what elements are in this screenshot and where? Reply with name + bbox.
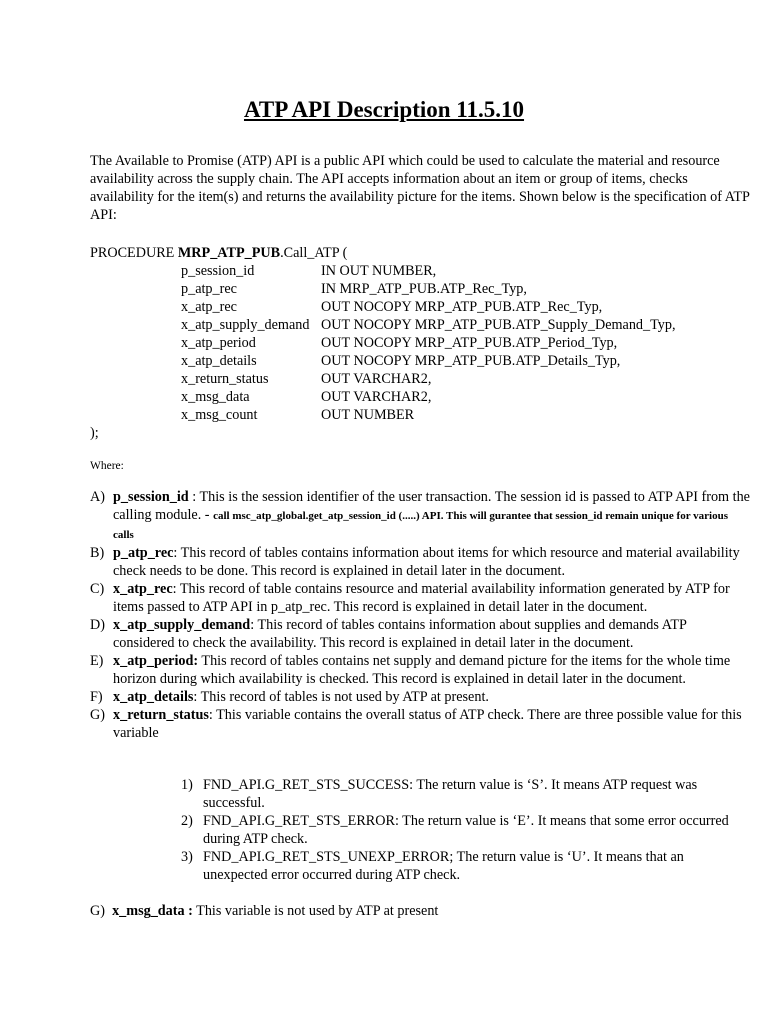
list-item [90,580,750,616]
where-label: Where: [90,460,124,472]
list-item [181,776,741,812]
status-description: FND_API.G_RET_STS_UNEXP_ERROR; The return value is ‘U’. It means that an unexpected error occurred during ATP check. [203,849,684,883]
term-separator: : [193,689,201,705]
parameter-name: p_session_id [181,263,255,279]
parameter-type: IN MRP_ATP_PUB.ATP_Rec_Typ, [321,281,527,297]
procedure-keyword: PROCEDURE [90,245,178,261]
parameter-name: x_msg_data [181,389,250,405]
parameter-name: x_return_status [181,371,269,387]
parameter-name: x_atp_rec [181,299,237,315]
list-item [90,652,750,688]
list-letter: D) [90,617,105,633]
procedure-signature [90,244,750,262]
param-term: x_return_status [113,707,209,723]
list-item [90,616,750,652]
intro-paragraph: The Available to Promise (ATP) API is a public API which could be used to calculate the material and resource availability across the supply chain. The API accepts information about an item or group of items, checks availability for the item(s) and returns the availability picture for the items. Shown below is the specification of ATP API: [90,153,750,223]
list-item [181,848,741,884]
term-separator: : [250,617,258,633]
param-term: x_atp_supply_demand [113,617,251,633]
list-number: 1) [181,777,193,793]
param-term: x_atp_details [113,689,194,705]
page-title: ATP API Description 11.5.10 [243,97,525,122]
parameter-type: OUT NOCOPY MRP_ATP_PUB.ATP_Supply_Demand_Typ, [321,317,676,333]
parameter-name: p_atp_rec [181,281,237,297]
list-item [90,488,750,544]
param-term: p_session_id [113,489,189,505]
list-letter: B) [90,545,105,561]
list-letter: E) [90,653,104,669]
param-description: This is the session identifier of the user transaction. The session id is passed to ATP API from the calling module. - [113,489,750,523]
term-separator: : [172,581,180,597]
term-separator: : [188,489,200,505]
param-description: This record of table contains resource and material availability information generated by ATP for items passed to ATP API in p_atp_rec. This record is explained in detail later in the document. [113,581,730,615]
list-item [90,688,750,706]
parameter-name: x_atp_period [181,335,256,351]
param-description: This record of tables contains information about items for which resource and material availability check needs to be done. This record is explained in detail later in the document. [113,545,740,579]
parameter-type: OUT VARCHAR2, [321,371,432,387]
parameter-name: x_atp_supply_demand [181,317,310,333]
param-description: This variable contains the overall status of ATP check. There are three possible value for this variable [113,707,742,741]
list-item [90,544,750,580]
list-letter: G) [90,903,105,919]
parameter-type: OUT NUMBER [321,407,415,423]
list-item [181,812,741,848]
parameter-descriptions [90,488,750,742]
parameter-type: OUT NOCOPY MRP_ATP_PUB.ATP_Rec_Typ, [321,299,603,315]
parameter-type: OUT NOCOPY MRP_ATP_PUB.ATP_Period_Typ, [321,335,618,351]
parameter-name: x_msg_count [181,407,258,423]
procedure-package: MRP_ATP_PUB [177,245,281,261]
list-item [90,706,750,742]
parameter-type: OUT NOCOPY MRP_ATP_PUB.ATP_Details_Typ, [321,353,621,369]
param-note: call msc_atp_global.get_atp_session_id (.....) API. This will gurantee that session_id remain unique for various calls [113,510,728,541]
list-number: 3) [181,849,193,865]
list-letter: A) [90,489,105,505]
param-term: x_atp_period: [113,653,199,669]
term-separator: : [173,545,181,561]
term-separator: : [208,707,217,723]
list-number: 2) [181,813,193,829]
return-status-values [181,776,741,884]
status-description: FND_API.G_RET_STS_SUCCESS: The return value is ‘S’. It means ATP request was successful. [203,777,698,811]
list-letter: C) [90,581,105,597]
param-term: x_msg_data : [112,903,193,919]
parameter-type: IN OUT NUMBER, [321,263,437,279]
param-description: This record of tables contains information about supplies and demands ATP considered to check the availability. This record is explained in detail later in the document. [113,617,687,651]
parameter-name: x_atp_details [181,353,257,369]
param-description: This variable is not used by ATP at present [192,903,439,919]
list-letter: F) [90,689,103,705]
procedure-call: .Call_ATP ( [280,245,348,261]
list-item-msg-data [90,902,750,920]
parameter-type: OUT VARCHAR2, [321,389,432,405]
procedure-close: ); [90,425,99,441]
param-term: p_atp_rec [113,545,174,561]
param-description: This record of tables contains net supply and demand picture for the items for the whole time horizon during which availability is checked. This record is explained in detail later in the document. [113,653,731,687]
param-term: x_atp_rec [113,581,173,597]
list-letter: G) [90,707,105,723]
param-description: This record of tables is not used by ATP at present. [200,689,489,705]
status-description: FND_API.G_RET_STS_ERROR: The return value is ‘E’. It means that some error occurred during ATP check. [203,813,729,847]
